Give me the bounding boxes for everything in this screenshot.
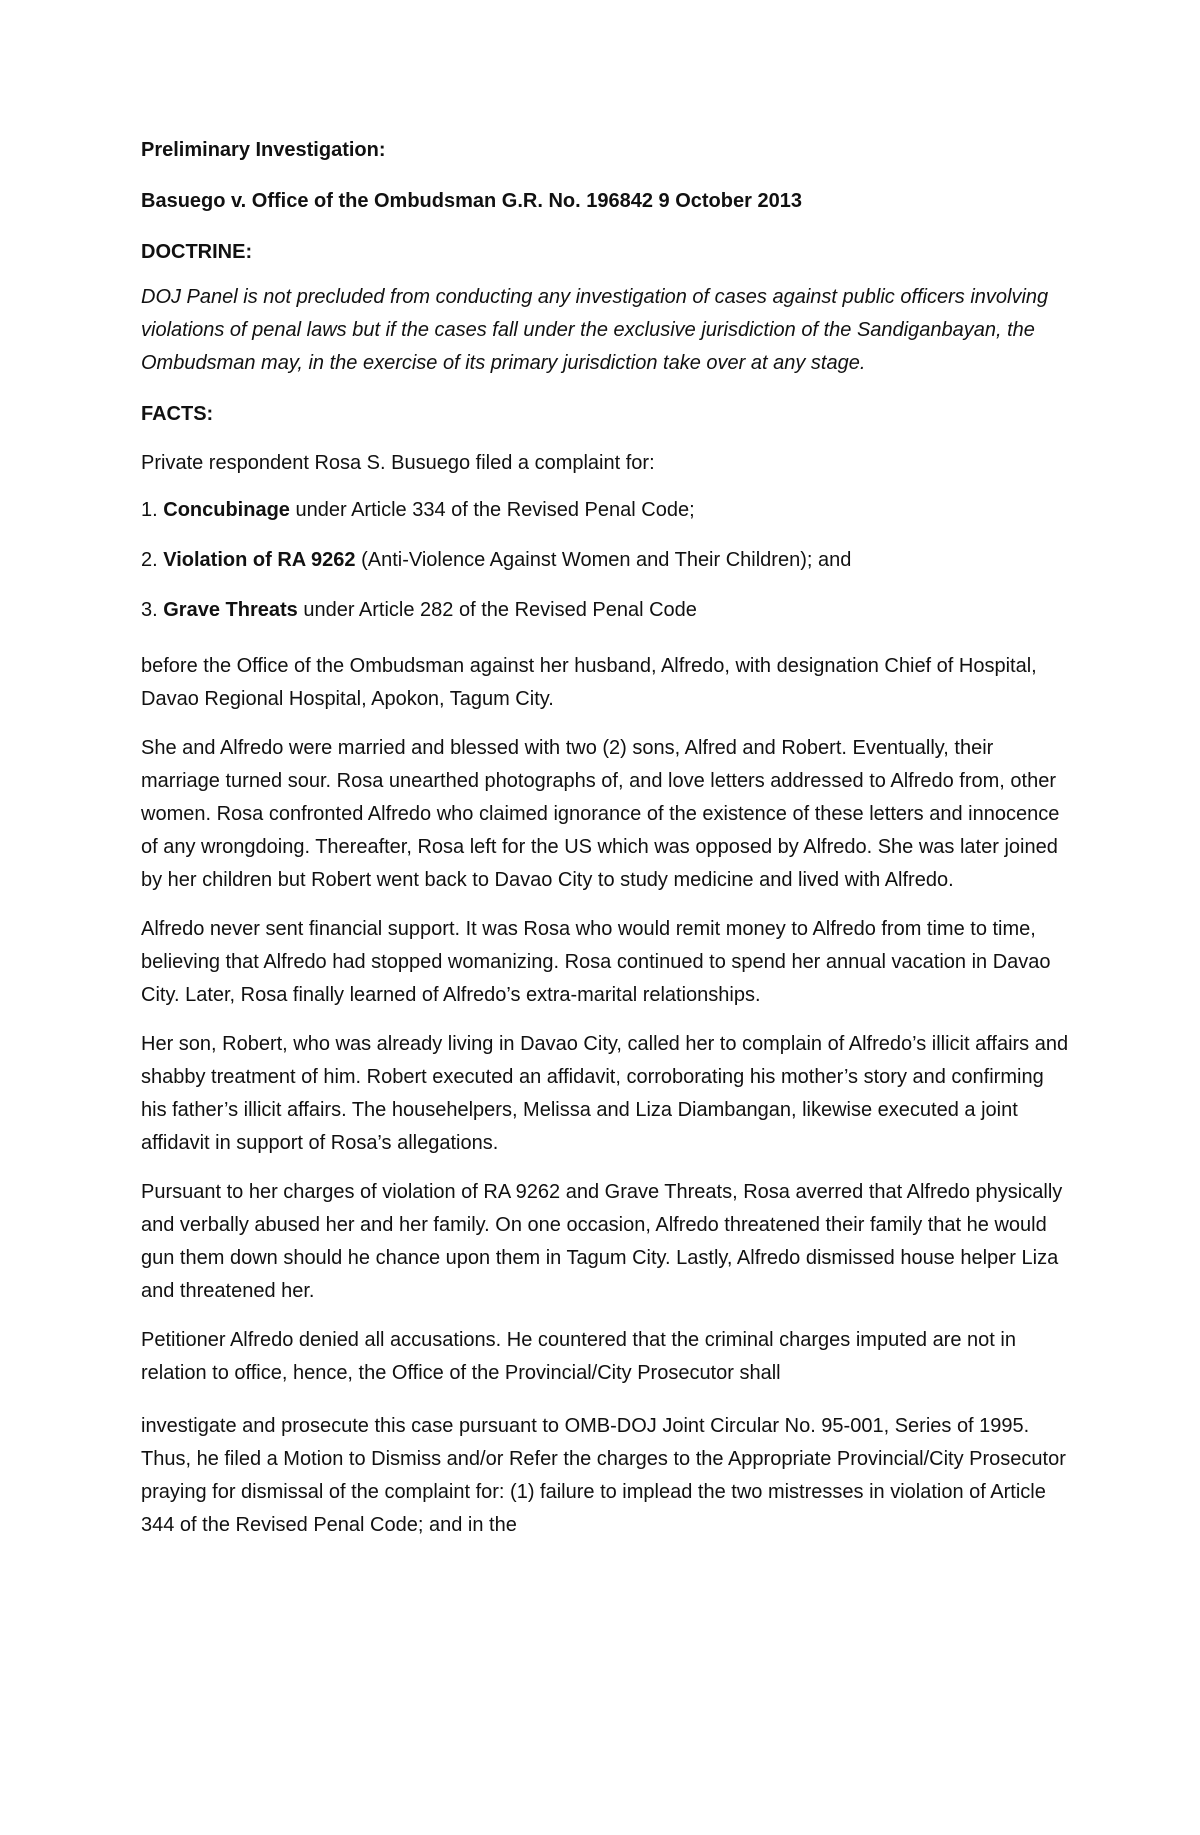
charge-description: (Anti-Violence Against Women and Their Children); and: [355, 549, 852, 571]
doctrine-heading: DOCTRINE:: [141, 241, 253, 263]
document-title: Preliminary Investigation:: [141, 139, 386, 161]
charge-number: 1.: [141, 499, 164, 521]
case-citation: Basuego v. Office of the Ombudsman G.R. No. 196842 9 October 2013: [141, 190, 802, 212]
body-paragraph: Petitioner Alfredo denied all accusations. He countered that the criminal charges imputed are not in relation to office, hence, the Office of the Provincial/City Prosecutor shall: [141, 1329, 1016, 1384]
body-paragraph: She and Alfredo were married and blessed with two (2) sons, Alfred and Robert. Eventually, their marriage turned sour. Rosa unearthed photographs of, and love letters addressed to Alfredo from, other women. Rosa confronted Alfredo who claimed ignorance of the existence of these letters and innocence of any wrongdoing. Thereafter, Rosa left for the US which was opposed by Alfredo. She was later joined by her children but Robert went back to Davao City to study medicine and lived with Alfredo.: [141, 737, 1060, 891]
facts-heading: FACTS:: [141, 403, 214, 425]
charge-description: under Article 334 of the Revised Penal Code;: [289, 499, 695, 521]
charge-name: Grave Threats: [163, 599, 298, 621]
charge-number: 2.: [141, 549, 164, 571]
body-paragraph: before the Office of the Ombudsman against her husband, Alfredo, with designation Chief of Hospital, Davao Regional Hospital, Apokon, Tagum City.: [141, 655, 1037, 710]
charge-name: Violation of RA 9262: [163, 549, 356, 571]
charge-item: [141, 546, 1071, 574]
document-page: [141, 136, 1071, 1558]
charge-name: Concubinage: [163, 499, 290, 521]
doctrine-text: DOJ Panel is not precluded from conducting any investigation of cases against public officers involving violations of penal laws but if the cases fall under the exclusive jurisdiction of the Sandiganbayan, the Ombudsman may, in the exercise of its primary jurisdiction take over at any stage.: [141, 286, 1049, 374]
body-paragraph: investigate and prosecute this case pursuant to OMB-DOJ Joint Circular No. 95-001, Series of 1995. Thus, he filed a Motion to Dismiss and/or Refer the charges to the Appropriate Provincial/City Prosecutor praying for dismissal of the complaint for: (1) failure to implead the two mistresses in violation of Article 344 of the Revised Penal Code; and in the: [141, 1415, 1066, 1536]
charge-item: [141, 596, 1071, 624]
complaint-intro: Private respondent Rosa S. Busuego filed a complaint for:: [141, 452, 655, 474]
charge-item: [141, 496, 1071, 524]
body-paragraph: Pursuant to her charges of violation of RA 9262 and Grave Threats, Rosa averred that Alfredo physically and verbally abused her and her family. On one occasion, Alfredo threatened their family that he would gun them down should he chance upon them in Tagum City. Lastly, Alfredo dismissed house helper Liza and threatened her.: [141, 1181, 1063, 1302]
charge-number: 3.: [141, 599, 164, 621]
charge-description: under Article 282 of the Revised Penal Code: [297, 599, 697, 621]
body-paragraph: Alfredo never sent financial support. It was Rosa who would remit money to Alfredo from time to time, believing that Alfredo had stopped womanizing. Rosa continued to spend her annual vacation in Davao City. Later, Rosa finally learned of Alfredo’s extra-marital relationships.: [141, 918, 1051, 1006]
body-paragraph: Her son, Robert, who was already living in Davao City, called her to complain of Alfredo’s illicit affairs and shabby treatment of him. Robert executed an affidavit, corroborating his mother’s story and confirming his father’s illicit affairs. The househelpers, Melissa and Liza Diambangan, likewise executed a joint affidavit in support of Rosa’s allegations.: [141, 1033, 1069, 1154]
